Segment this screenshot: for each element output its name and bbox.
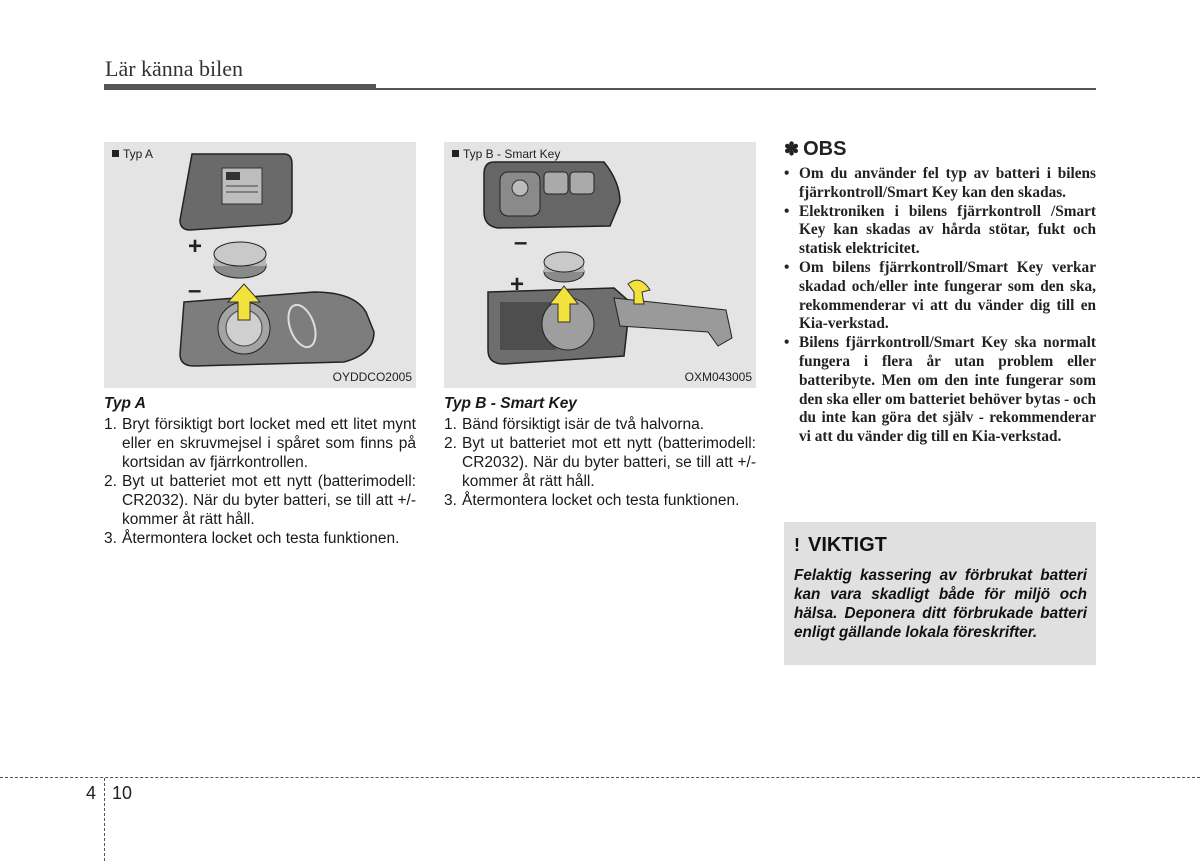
step-text: Byt ut batteriet mot ett nytt (batterimodell: CR2032). När du byter batteri, se till att +/- kommer åt rätt håll. — [462, 435, 756, 490]
plus-sign: + — [188, 233, 203, 260]
asterisk-icon: ✽ — [784, 139, 800, 159]
page-section-title: Lär känna bilen — [105, 56, 244, 81]
instruction-step — [444, 415, 756, 434]
instructions-type-b — [444, 394, 756, 510]
exclamation-icon: ! — [794, 535, 800, 555]
obs-item: • Elektroniken i bilens fjärrkontroll /Smart Key kan skadas av hårda stötar, fukt och statisk elektricitet. — [784, 202, 1096, 258]
figure-type-b — [444, 142, 756, 388]
warning-box — [784, 522, 1096, 665]
instruction-step — [104, 415, 416, 472]
figure-label: Typ B - Smart Key — [452, 147, 560, 161]
page-number: 10 — [112, 783, 133, 803]
instructions-heading: Typ B - Smart Key — [444, 395, 577, 412]
minus-sign: – — [514, 229, 528, 256]
figure-type-a — [104, 142, 416, 388]
obs-item: • Om du använder fel typ av batteri i bilens fjärrkontroll/Smart Key kan den skadas. — [784, 165, 1096, 201]
step-text: Återmontera locket och testa funktionen. — [122, 530, 400, 547]
figure-code: OYDDCO2005 — [332, 370, 412, 384]
figure-code: OXM043005 — [684, 370, 752, 384]
step-number: 3. — [444, 492, 457, 509]
step-text: Byt ut batteriet mot ett nytt (batterimodell: CR2032). När du byter batteri, se till att +/- kommer åt rätt håll. — [122, 473, 416, 528]
obs-note — [784, 138, 1096, 447]
step-number: 1. — [104, 416, 117, 433]
step-text: Bänd försiktigt isär de två halvorna. — [462, 416, 705, 433]
chapter-number: 4 — [86, 783, 97, 803]
instruction-step — [104, 472, 416, 529]
step-number: 2. — [444, 435, 457, 452]
footer-vertical-divider — [104, 778, 105, 861]
instruction-step — [444, 434, 756, 491]
step-number: 3. — [104, 530, 117, 547]
plus-sign: + — [510, 271, 525, 298]
warning-title: ! VIKTIGT — [794, 534, 887, 556]
header-rule-thin — [376, 88, 1096, 90]
figure-label: Typ A — [112, 147, 153, 161]
instructions-type-a — [104, 394, 416, 548]
header-rule-thick — [104, 84, 376, 90]
warning-text: Felaktig kassering av förbrukat batteri kan vara skadligt både för miljö och hälsa. Deponera ditt förbrukade batteri enligt gällande lokala föreskrifter. — [794, 567, 1087, 641]
instruction-step — [444, 491, 756, 510]
step-number: 1. — [444, 416, 457, 433]
obs-item: • Bilens fjärrkontroll/Smart Key ska normalt fungera i flera år utan problem eller batteribyte. Men om den inte fungerar som den ska eller om batteriet behöver bytas - och du inte kan göra det själv - rekommenderar vi att du vänder dig till en Kia-verkstad. — [784, 334, 1096, 446]
footer-divider — [0, 777, 1200, 778]
instruction-step — [104, 529, 416, 548]
minus-sign: – — [188, 277, 202, 304]
obs-item: • Om bilens fjärrkontroll/Smart Key verkar skadad och/eller inte fungerar som den ska, rekommenderar vi att du vänder dig till en Kia-verkstad. — [784, 258, 1096, 333]
step-number: 2. — [104, 473, 117, 490]
step-text: Bryt försiktigt bort locket med ett litet mynt eller en skruvmejsel i spåret som finns på kortsidan av fjärrkontrollen. — [122, 416, 416, 471]
obs-title: ✽ OBS — [784, 138, 847, 160]
key-fob-type-a-illustration — [104, 142, 416, 388]
instructions-heading: Typ A — [104, 395, 146, 412]
step-text: Återmontera locket och testa funktionen. — [462, 492, 740, 509]
smart-key-type-b-illustration — [444, 142, 756, 388]
